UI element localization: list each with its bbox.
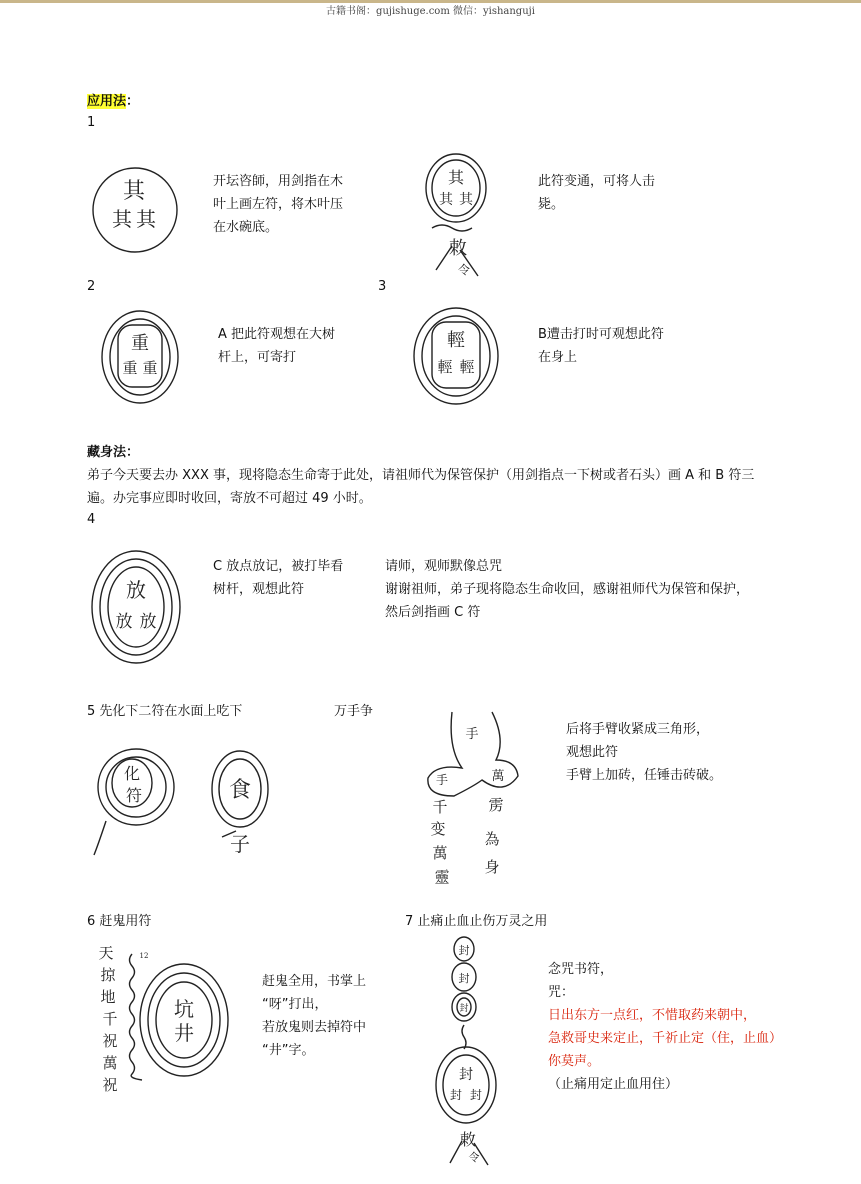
talisman-glyph: 封 <box>458 944 470 957</box>
text-5: 后将手臂收紧成三角形， 观想此符 手臂上加砖，任锤击砖破。 <box>566 722 723 783</box>
talisman-glyph: 重 <box>122 359 138 377</box>
talisman-2-image <box>98 305 188 413</box>
talisman-glyph: 為 <box>484 830 500 848</box>
talisman-glyph: 手 <box>435 773 449 787</box>
talisman-glyph: 重 <box>131 333 149 354</box>
talisman-glyph: 雳 <box>488 796 504 814</box>
talisman-5b-image <box>206 745 278 863</box>
section-5-title-2: 万手争 <box>334 704 374 719</box>
talisman-glyph: 其 <box>122 179 146 204</box>
talisman-glyph: 其 <box>136 207 156 231</box>
section-6-title: 6 赶鬼用符 <box>87 914 152 929</box>
talisman-glyph: 变 <box>430 820 446 838</box>
talisman-glyph: 封 <box>449 1088 463 1102</box>
talisman-7-image <box>430 935 510 1167</box>
text-2: A 把此符观想在大树 杆上，可寄打 <box>218 327 336 365</box>
text-4: C 放点放记，被打毕看 树杆，观想此符 <box>213 559 344 597</box>
talisman-glyph: 重 <box>142 359 158 377</box>
talisman-glyph: 其 <box>112 207 132 231</box>
talisman-glyph: 祝 <box>102 1076 118 1094</box>
talisman-4-image <box>88 545 188 673</box>
talisman-glyph: 地 <box>100 988 116 1006</box>
talisman-6-image <box>92 940 240 1115</box>
talisman-glyph: 萬 <box>491 769 505 784</box>
talisman-glyph: 千 <box>102 1010 118 1028</box>
mantra-line: 日出东方一点红，不惜取药来朝中， <box>548 1008 757 1023</box>
item-number-2: 2 <box>87 279 96 294</box>
talisman-glyph: 放 <box>126 578 146 602</box>
apply-title: 应用法 <box>87 94 127 109</box>
item-number-3: 3 <box>378 279 387 294</box>
talisman-glyph: 井 <box>174 1021 194 1045</box>
talisman-1b-image <box>412 150 502 280</box>
talisman-1-image <box>90 160 190 268</box>
talisman-glyph: 掠 <box>100 966 116 984</box>
talisman-glyph: 坑 <box>174 997 194 1021</box>
talisman-glyph: 萬 <box>432 844 448 862</box>
talisman-glyph: 放 <box>139 612 157 632</box>
talisman-glyph: 封 <box>458 972 470 985</box>
talisman-glyph: 靈 <box>434 868 450 886</box>
talisman-glyph: 封 <box>459 1004 469 1014</box>
text-1b: 此符变通，可将人击 毙。 <box>538 174 656 212</box>
talisman-glyph: 子 <box>230 832 250 856</box>
item-number-1: 1 <box>87 115 96 130</box>
talisman-glyph: 符 <box>125 786 143 805</box>
talisman-glyph: 天 <box>98 944 114 962</box>
talisman-glyph: 輕 <box>459 358 475 376</box>
talisman-glyph: 令 <box>457 263 471 277</box>
text-3: B遭击打时可观想此符 在身上 <box>538 327 664 365</box>
talisman-glyph: 放 <box>115 612 133 632</box>
talisman-glyph: 令 <box>468 1151 480 1164</box>
talisman-glyph: 萬 <box>102 1054 118 1072</box>
talisman-glyph: 千 <box>432 798 448 816</box>
talisman-glyph: 祝 <box>102 1032 118 1050</box>
talisman-5a-image <box>92 745 182 863</box>
talisman-label-12: 12 <box>139 952 149 960</box>
section-title-hide: 藏身法： <box>87 445 140 460</box>
text-4b: 请师，观师默像总咒 谢谢祖师，弟子现将隐态生命收回，感谢祖师代为保管和保护， 然后剑指画 C 符 <box>385 559 750 620</box>
talisman-glyph: 其 <box>439 192 453 208</box>
talisman-3-image <box>408 302 508 414</box>
section-title-apply: 应用法： <box>87 94 140 109</box>
talisman-glyph: 輕 <box>447 330 465 351</box>
mantra-line: 急救哥史来定止，千祈止定（住，止血） <box>548 1031 783 1046</box>
talisman-glyph: 化 <box>123 764 141 783</box>
text-6: 赶鬼全用，书掌上 “呀”打出， 若放鬼则去掉符中 “井”字。 <box>262 974 367 1058</box>
text-7: 念咒书符， 咒： 日出东方一点红，不惜取药来朝中， 急救哥史来定止，千祈止定（住，止血） 你莫声。 （止痛用定止血用住） <box>548 962 783 1092</box>
talisman-glyph: 手 <box>465 727 479 742</box>
talisman-glyph: 封 <box>469 1088 483 1102</box>
talisman-5c-image <box>418 708 528 893</box>
section-5-title: 5 先化下二符在水面上吃下 <box>87 704 243 719</box>
talisman-glyph: 其 <box>459 192 473 208</box>
hide-title: 藏身法 <box>87 445 127 460</box>
text-1: 开坛咨師，用剑指在木 叶上画左符，将木叶压 在水碗底。 <box>213 174 344 235</box>
item-number-4: 4 <box>87 512 96 527</box>
section-7-title: 7 止痛止血止伤万灵之用 <box>405 914 548 929</box>
talisman-glyph: 其 <box>447 168 465 187</box>
talisman-glyph: 身 <box>484 858 500 876</box>
talisman-glyph: 食 <box>228 778 252 803</box>
talisman-glyph: 敕 <box>449 238 467 259</box>
talisman-glyph: 封 <box>459 1067 473 1083</box>
source-header: 古籍书阁：gujishuge.com 微信：yishanguji <box>0 0 861 25</box>
hide-paragraph: 弟子今天要去办 XXX 事，现将隐态生命寄于此处，请祖师代为保管保护（用剑指点一下树或者石头）画 A 和 B 符三 遍。办完事应即时收回，寄放不可超过 49 小时。 <box>87 468 755 506</box>
talisman-glyph: 輕 <box>437 358 453 376</box>
talisman-glyph: 敕 <box>459 1130 477 1149</box>
mantra-line: 你莫声。 <box>548 1054 601 1069</box>
